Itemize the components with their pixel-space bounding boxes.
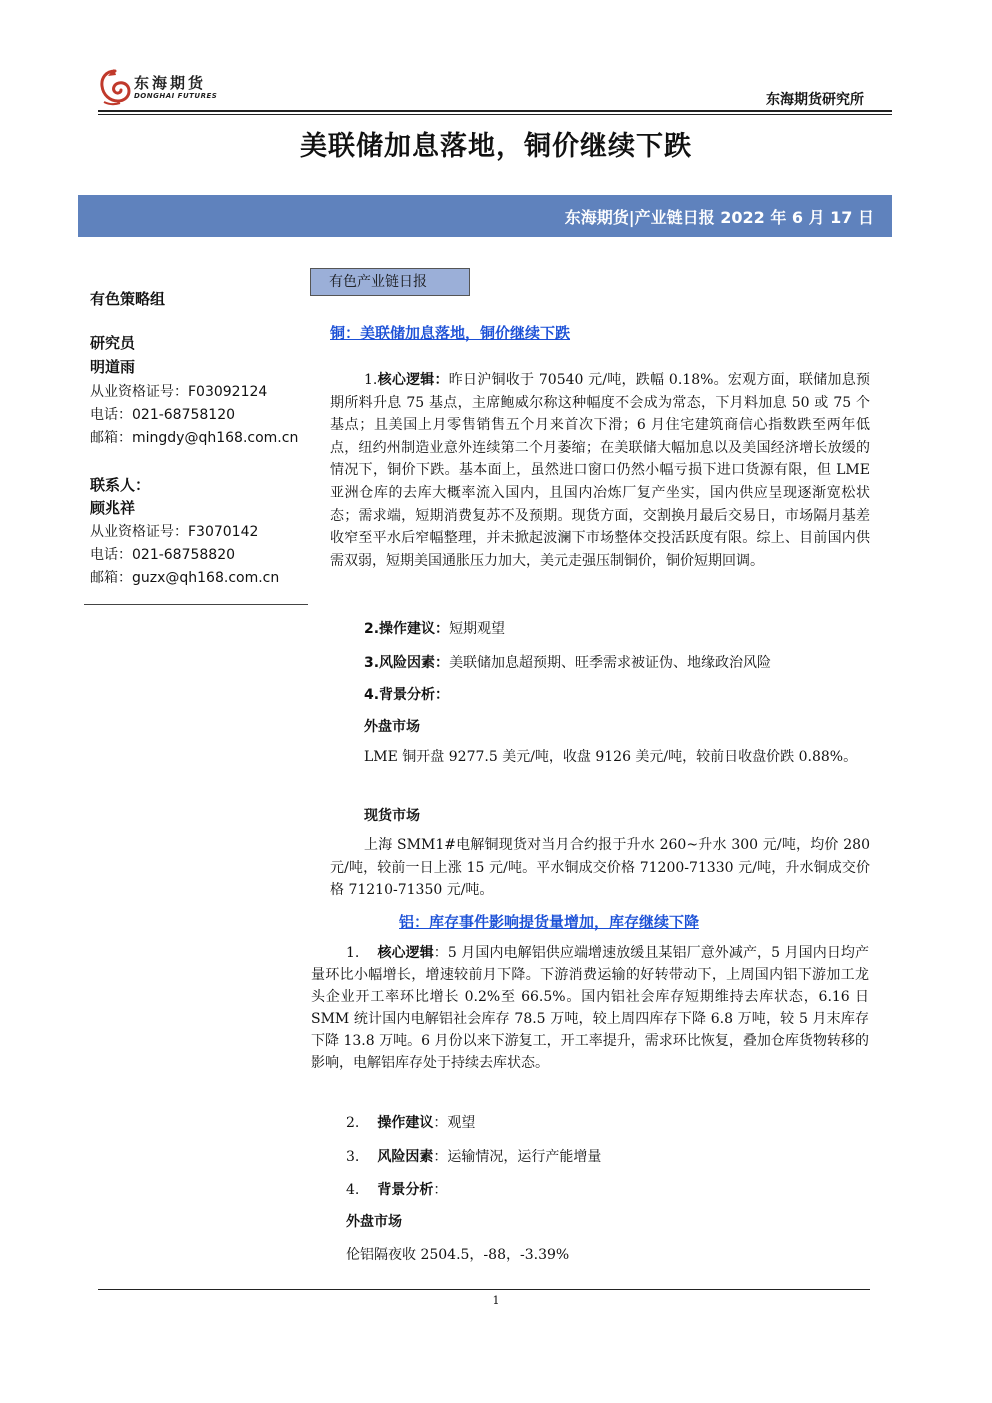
page-title: 美联储加息落地，铜价继续下跌 <box>300 131 692 162</box>
copper-risk <box>364 652 771 672</box>
copper-advice-label: 2.操作建议： <box>364 621 450 637</box>
aluminum-advice-number: 2. <box>346 1115 360 1131</box>
sidebar-rule <box>84 604 308 605</box>
copper-spot-text: 上海 SMM1#电解铜现货对当月合约报于升水 260~升水 300 元/吨，均价 280 元/吨，较前一日上涨 15 元/吨。平水铜成交价格 71200-71330 元/吨，升水铜成交价格 71210-71350 元/吨。 <box>330 837 870 899</box>
dragon-logo-icon <box>98 68 132 106</box>
aluminum-advice <box>346 1112 475 1132</box>
strategy-group: 有色策略组 <box>90 290 166 308</box>
aluminum-logic-text: ：5 月国内电解铝供应端增速放缓且某铝厂意外减产，5 月国内日均产量环比小幅增长，增速较前月下降。下游消费运输的好转带动下，上周国内铝下游加工龙头企业开工率环比增长 0.2%至 66.5%。国内铝社会库存短期维持去库状态，6.16 日 SMM 统计国内电解铝社会库存 78.5 万吨，较上周四库存下降 6.8 万吨，较 5 月末库存下降 13.8 万吨。6 月份以来下游复工，开工率提升，需求环比恢复，叠加仓库货物转移的影响，电解铝库存处于持续去库状态。 <box>311 945 869 1071</box>
aluminum-background-label: 背景分析 <box>377 1182 434 1198</box>
aluminum-overseas-label: 外盘市场 <box>346 1214 402 1230</box>
copper-background-label: 4.背景分析： <box>364 687 450 703</box>
copper-overseas-text: LME 铜开盘 9277.5 美元/吨，收盘 9126 美元/吨，较前日收盘价跌 0.88%。 <box>364 749 858 765</box>
copper-core-logic <box>330 369 870 572</box>
copper-risk-label: 3.风险因素： <box>364 655 450 671</box>
researcher-email: 邮箱：mingdy@qh168.com.cn <box>90 430 299 446</box>
institute-name: 东海期货研究所 <box>766 92 864 108</box>
contact-email: 邮箱：guzx@qh168.com.cn <box>90 570 280 586</box>
aluminum-advice-text: ：观望 <box>433 1115 476 1131</box>
report-banner <box>78 195 892 237</box>
logo-english-name: DONGHAI FUTURES <box>134 92 218 100</box>
researcher-cert: 从业资格证号：F03092124 <box>90 384 268 400</box>
copper-logic-text: 昨日沪铜收于 70540 元/吨，跌幅 0.18%。宏观方面，联储加息预期所料升息 75 基点，主席鲍威尔称这种幅度不会成为常态，下月料加息 50 或 75 个基点；且美国上月零售销售五个月来首次下滑；6 月住宅建筑商信心指数跌至两年低点，纽约州制造业意外连续第二个月萎缩；在美联储大幅加息以及美国经济增长放缓的情况下，铜价下跌。基本面上，虽然进口窗口仍然小幅亏损下进口货源有限，但 LME 亚洲仓库的去库大概率流入国内，且国内冶炼厂复产坐实，国内供应呈现逐渐宽松状态；需求端，短期消费复苏不及预期。现货方面，交割换月最后交易日，市场隔月基差收窄至平水后窄幅整理，并未掀起波澜下市场整体交投活跃度有限。综上、目前国内供需双弱，短期美国通胀压力加大，美元走强压制铜价，铜价短期回调。 <box>330 372 871 569</box>
contact-phone: 电话：021-68758820 <box>90 547 236 563</box>
copper-advice <box>364 618 505 638</box>
aluminum-background-colon: ： <box>433 1182 448 1198</box>
aluminum-background <box>346 1179 447 1199</box>
page-number: 1 <box>492 1294 500 1307</box>
researcher-phone: 电话：021-68758120 <box>90 407 236 423</box>
researcher-name: 明道雨 <box>90 358 136 376</box>
header-rule <box>98 110 892 112</box>
contact-cert: 从业资格证号：F3070142 <box>90 524 259 540</box>
copper-advice-text: 短期观望 <box>449 621 506 637</box>
category-tag: 有色产业链日报 <box>310 268 470 296</box>
aluminum-section-title[interactable]: 铝：库存事件影响提货量增加，库存继续下降 <box>399 913 700 931</box>
aluminum-risk-number: 3. <box>346 1149 360 1165</box>
copper-logic-number: 1. <box>364 372 378 388</box>
aluminum-advice-label: 操作建议 <box>377 1115 434 1131</box>
copper-overseas-label: 外盘市场 <box>364 719 420 735</box>
contact-name: 顾兆祥 <box>90 499 136 517</box>
aluminum-logic-label: 核心逻辑 <box>377 945 434 961</box>
copper-logic-label: 核心逻辑： <box>377 372 449 388</box>
researcher-label: 研究员 <box>90 334 136 352</box>
copper-section-title[interactable]: 铜：美联储加息落地，铜价继续下跌 <box>330 324 571 342</box>
aluminum-risk <box>346 1146 601 1166</box>
aluminum-core-logic <box>311 942 869 1074</box>
company-logo <box>98 68 228 108</box>
copper-spot-label: 现货市场 <box>364 808 420 824</box>
report-banner-text: 东海期货|产业链日报 2022 年 6 月 17 日 <box>564 208 874 227</box>
aluminum-risk-label: 风险因素 <box>377 1149 434 1165</box>
header-rule-thin <box>98 114 892 115</box>
logo-chinese-name: 东海期货 <box>134 74 207 92</box>
contact-label: 联系人： <box>90 476 151 494</box>
aluminum-risk-text: ：运输情况，运行产能增量 <box>433 1149 602 1165</box>
aluminum-background-number: 4. <box>346 1182 360 1198</box>
copper-risk-text: 美联储加息超预期、旺季需求被证伪、地缘政治风险 <box>449 655 772 671</box>
aluminum-overseas-text: 伦铝隔夜收 2504.5，-88，-3.39% <box>346 1247 570 1263</box>
aluminum-logic-number: 1. <box>346 945 360 961</box>
footer-rule <box>98 1289 870 1290</box>
